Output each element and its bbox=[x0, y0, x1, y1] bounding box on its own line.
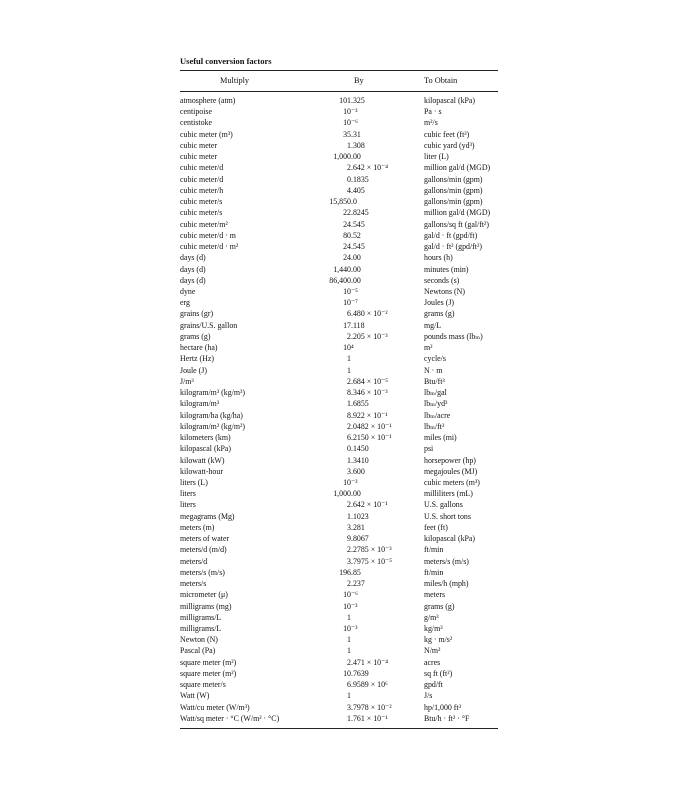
by-cell: 3.7975 × 10⁻⁵ bbox=[347, 556, 392, 566]
to-obtain-cell: cubic feet (ft³) bbox=[424, 129, 470, 139]
table-row bbox=[0, 331, 689, 342]
table-row bbox=[0, 185, 689, 196]
to-obtain-cell: g/m³ bbox=[424, 612, 439, 622]
table-row bbox=[0, 612, 689, 623]
multiply-cell: Pascal (Pa) bbox=[180, 646, 216, 656]
multiply-cell: square meter/s bbox=[180, 680, 226, 690]
multiply-cell: meters/d (m/d) bbox=[180, 545, 227, 555]
by-cell: 8.922 × 10⁻¹ bbox=[347, 410, 388, 420]
by-cell: 6.9589 × 10⁶ bbox=[347, 680, 388, 690]
table-row bbox=[0, 623, 689, 634]
multiply-cell: square meter (m²) bbox=[180, 657, 237, 667]
by-cell: 8.346 × 10⁻³ bbox=[347, 388, 388, 398]
table-bottom-rule bbox=[180, 728, 498, 729]
multiply-cell: Joule (J) bbox=[180, 365, 207, 375]
table-row bbox=[0, 106, 689, 117]
multiply-cell: grains/U.S. gallon bbox=[180, 320, 238, 330]
to-obtain-cell: kg/m³ bbox=[424, 624, 443, 634]
to-obtain-cell: miles (mi) bbox=[424, 433, 457, 443]
to-obtain-cell: Btu/ft³ bbox=[424, 376, 445, 386]
by-cell: 1 bbox=[347, 365, 351, 375]
table-row bbox=[0, 275, 689, 286]
multiply-cell: atmosphere (atm) bbox=[180, 96, 236, 105]
table-row bbox=[0, 645, 689, 656]
multiply-cell: cubic meter/d · m² bbox=[180, 242, 239, 252]
table-row bbox=[0, 702, 689, 713]
table-row bbox=[0, 466, 689, 477]
by-cell: 9.8067 bbox=[347, 534, 369, 544]
to-obtain-cell: gal/d · ft (gpd/ft) bbox=[424, 230, 478, 240]
multiply-cell: kilogram/ha (kg/ha) bbox=[180, 410, 243, 420]
to-obtain-cell: cycle/s bbox=[424, 354, 446, 364]
by-cell: 17.118 bbox=[343, 320, 365, 330]
by-cell: 80.52 bbox=[343, 230, 361, 240]
to-obtain-cell: N/m² bbox=[424, 646, 441, 656]
by-cell: 10⁻⁶ bbox=[343, 590, 358, 600]
multiply-cell: kilowatt-hour bbox=[180, 466, 223, 476]
table-row bbox=[0, 252, 689, 263]
to-obtain-cell: million gal/d (MGD) bbox=[424, 208, 491, 218]
by-cell: 1 bbox=[347, 691, 351, 701]
to-obtain-cell: ft/min bbox=[424, 545, 444, 555]
by-cell: 2.205 × 10⁻³ bbox=[347, 331, 388, 341]
table-header-rule bbox=[180, 91, 498, 92]
table-row bbox=[0, 455, 689, 466]
by-cell: 1.1023 bbox=[347, 511, 369, 521]
multiply-cell: milligrams/L bbox=[180, 624, 222, 634]
to-obtain-cell: seconds (s) bbox=[424, 275, 460, 285]
table-title: Useful conversion factors bbox=[180, 56, 272, 66]
to-obtain-cell: cubic meters (m³) bbox=[424, 477, 480, 487]
to-obtain-cell: U.S. gallons bbox=[424, 500, 463, 510]
table-row bbox=[0, 308, 689, 319]
table-row bbox=[0, 511, 689, 522]
to-obtain-cell: gallons/sq ft (gal/ft²) bbox=[424, 219, 490, 229]
table-row bbox=[0, 443, 689, 454]
multiply-cell: kilogram/m³ bbox=[180, 399, 220, 409]
table-row bbox=[0, 578, 689, 589]
multiply-cell: days (d) bbox=[180, 253, 206, 263]
to-obtain-cell: ft/min bbox=[424, 567, 444, 577]
table-row bbox=[0, 376, 689, 387]
multiply-cell: cubic meter/d bbox=[180, 174, 224, 184]
multiply-cell: days (d) bbox=[180, 275, 206, 285]
header-by: By bbox=[354, 76, 364, 85]
table-row bbox=[0, 174, 689, 185]
table-row bbox=[0, 151, 689, 162]
to-obtain-cell: minutes (min) bbox=[424, 264, 469, 274]
multiply-cell: cubic meter (m³) bbox=[180, 129, 233, 139]
by-cell: 24.00 bbox=[343, 253, 361, 263]
by-cell: 0.1835 bbox=[347, 174, 369, 184]
table-row bbox=[0, 320, 689, 331]
table-row bbox=[0, 365, 689, 376]
to-obtain-cell: meters bbox=[424, 590, 446, 600]
table-row bbox=[0, 410, 689, 421]
multiply-cell: grams (g) bbox=[180, 331, 211, 341]
by-cell: 3.600 bbox=[347, 466, 365, 476]
multiply-cell: centistoke bbox=[180, 118, 212, 128]
table-row bbox=[0, 421, 689, 432]
to-obtain-cell: milliliters (mL) bbox=[424, 489, 473, 499]
multiply-cell: cubic meter/h bbox=[180, 185, 224, 195]
multiply-cell: cubic meter/d bbox=[180, 163, 224, 173]
by-cell: 196.85 bbox=[339, 567, 361, 577]
header-to-obtain: To Obtain bbox=[424, 76, 458, 85]
table-row bbox=[0, 207, 689, 218]
by-cell: 2.471 × 10⁻⁴ bbox=[347, 657, 389, 667]
by-cell: 10⁻³ bbox=[343, 624, 358, 634]
by-cell: 10⁻³ bbox=[343, 601, 358, 611]
to-obtain-cell: megajoules (MJ) bbox=[424, 466, 478, 476]
multiply-cell: Watt (W) bbox=[180, 691, 210, 701]
table-row bbox=[0, 657, 689, 668]
by-cell: 24.545 bbox=[343, 242, 365, 252]
by-cell: 1,000.00 bbox=[333, 152, 361, 162]
by-cell: 10⁴ bbox=[343, 343, 354, 353]
table-row bbox=[0, 668, 689, 679]
table-row bbox=[0, 241, 689, 252]
to-obtain-cell: hp/1,000 ft³ bbox=[424, 702, 461, 712]
by-cell: 10⁻⁵ bbox=[343, 286, 358, 296]
by-cell: 1 bbox=[347, 612, 351, 622]
by-cell: 10⁻⁶ bbox=[343, 118, 358, 128]
to-obtain-cell: meters/s (m/s) bbox=[424, 556, 469, 566]
by-cell: 1 bbox=[347, 354, 351, 364]
table-row bbox=[0, 162, 689, 173]
multiply-cell: days (d) bbox=[180, 264, 206, 274]
to-obtain-cell: lbₘ/yd³ bbox=[424, 399, 448, 409]
multiply-cell: dyne bbox=[180, 286, 196, 296]
table-row bbox=[0, 196, 689, 207]
multiply-cell: Hertz (Hz) bbox=[180, 354, 214, 364]
multiply-cell: kilogram/m² (kg/m²) bbox=[180, 421, 245, 431]
table-row bbox=[0, 556, 689, 567]
to-obtain-cell: psi bbox=[424, 444, 434, 454]
to-obtain-cell: pounds mass (lbₘ) bbox=[424, 331, 483, 341]
conversion-table-body bbox=[0, 95, 689, 724]
to-obtain-cell: lbₘ/gal bbox=[424, 388, 447, 398]
table-row bbox=[0, 219, 689, 230]
multiply-cell: Watt/sq meter · °C (W/m² · °C) bbox=[180, 713, 280, 723]
by-cell: 86,400.00 bbox=[329, 275, 361, 285]
table-row bbox=[0, 264, 689, 275]
by-cell: 24.545 bbox=[343, 219, 365, 229]
by-cell: 2.0482 × 10⁻¹ bbox=[347, 421, 392, 431]
to-obtain-cell: liter (L) bbox=[424, 152, 449, 162]
table-top-rule bbox=[180, 70, 498, 71]
to-obtain-cell: Pa · s bbox=[424, 107, 442, 117]
to-obtain-cell: gallons/min (gpm) bbox=[424, 197, 483, 207]
to-obtain-cell: kilopascal (kPa) bbox=[424, 534, 476, 544]
multiply-cell: liters bbox=[180, 500, 196, 510]
table-row bbox=[0, 95, 689, 106]
by-cell: 10⁻³ bbox=[343, 477, 358, 487]
multiply-cell: meters/s (m/s) bbox=[180, 567, 225, 577]
by-cell: 10⁻³ bbox=[343, 107, 358, 117]
by-cell: 10⁻⁷ bbox=[343, 298, 358, 308]
multiply-cell: hectare (ha) bbox=[180, 343, 218, 353]
to-obtain-cell: Joules (J) bbox=[424, 298, 455, 308]
to-obtain-cell: gal/d · ft² (gpd/ft²) bbox=[424, 242, 482, 252]
to-obtain-cell: mg/L bbox=[424, 320, 442, 330]
multiply-cell: milligrams/L bbox=[180, 612, 222, 622]
multiply-cell: milligrams (mg) bbox=[180, 601, 232, 611]
multiply-cell: cubic meter bbox=[180, 152, 218, 162]
by-cell: 22.8245 bbox=[343, 208, 369, 218]
to-obtain-cell: gallons/min (gpm) bbox=[424, 174, 483, 184]
table-row bbox=[0, 567, 689, 578]
multiply-cell: cubic meter/s bbox=[180, 197, 223, 207]
by-cell: 2.2785 × 10⁻³ bbox=[347, 545, 392, 555]
table-row bbox=[0, 544, 689, 555]
multiply-cell: kilowatt (kW) bbox=[180, 455, 225, 465]
table-row bbox=[0, 499, 689, 510]
to-obtain-cell: sq ft (ft²) bbox=[424, 668, 453, 678]
multiply-cell: Newton (N) bbox=[180, 635, 218, 645]
multiply-cell: kilometers (km) bbox=[180, 433, 231, 443]
by-cell: 1.6855 bbox=[347, 399, 369, 409]
table-row bbox=[0, 398, 689, 409]
by-cell: 1,440.00 bbox=[333, 264, 361, 274]
to-obtain-cell: J/s bbox=[424, 691, 433, 701]
by-cell: 1 bbox=[347, 646, 351, 656]
to-obtain-cell: gallons/min (gpm) bbox=[424, 185, 483, 195]
multiply-cell: Watt/cu meter (W/m³) bbox=[180, 702, 250, 712]
to-obtain-cell: hours (h) bbox=[424, 253, 453, 263]
multiply-cell: meters/d bbox=[180, 556, 208, 566]
multiply-cell: liters bbox=[180, 489, 196, 499]
to-obtain-cell: grams (g) bbox=[424, 601, 455, 611]
table-row bbox=[0, 432, 689, 443]
table-row bbox=[0, 601, 689, 612]
by-cell: 6.480 × 10⁻² bbox=[347, 309, 388, 319]
table-row bbox=[0, 342, 689, 353]
table-row bbox=[0, 713, 689, 724]
by-cell: 6.2150 × 10⁻¹ bbox=[347, 433, 392, 443]
to-obtain-cell: lbₘ/ft² bbox=[424, 421, 445, 431]
by-cell: 35.31 bbox=[343, 129, 361, 139]
by-cell: 1.3410 bbox=[347, 455, 369, 465]
header-multiply: Multiply bbox=[220, 76, 250, 85]
to-obtain-cell: lbₘ/acre bbox=[424, 410, 451, 420]
table-row bbox=[0, 690, 689, 701]
multiply-cell: liters (L) bbox=[180, 477, 208, 487]
by-cell: 2.684 × 10⁻⁵ bbox=[347, 376, 389, 386]
table-row bbox=[0, 589, 689, 600]
multiply-cell: centipoise bbox=[180, 107, 212, 117]
to-obtain-cell: Btu/h · ft² · °F bbox=[424, 713, 470, 723]
by-cell: 0.1450 bbox=[347, 444, 369, 454]
table-row bbox=[0, 117, 689, 128]
table-row bbox=[0, 634, 689, 645]
to-obtain-cell: grams (g) bbox=[424, 309, 455, 319]
multiply-cell: kilogram/m³ (kg/m³) bbox=[180, 388, 245, 398]
table-row bbox=[0, 533, 689, 544]
table-row bbox=[0, 679, 689, 690]
to-obtain-cell: acres bbox=[424, 657, 441, 667]
multiply-cell: square meter (m²) bbox=[180, 668, 237, 678]
to-obtain-cell: feet (ft) bbox=[424, 522, 448, 532]
by-cell: 2.237 bbox=[347, 579, 365, 589]
by-cell: 4.405 bbox=[347, 185, 365, 195]
multiply-cell: megagrams (Mg) bbox=[180, 511, 235, 521]
by-cell: 101.325 bbox=[339, 96, 365, 105]
multiply-cell: erg bbox=[180, 298, 190, 308]
by-cell: 2.642 × 10⁻¹ bbox=[347, 500, 388, 510]
table-row bbox=[0, 353, 689, 364]
multiply-cell: grains (gr) bbox=[180, 309, 214, 319]
to-obtain-cell: gpd/ft bbox=[424, 680, 443, 690]
multiply-cell: cubic meter/m² bbox=[180, 219, 228, 229]
table-row bbox=[0, 488, 689, 499]
by-cell: 1,000.00 bbox=[333, 489, 361, 499]
by-cell: 2.642 × 10⁻⁴ bbox=[347, 163, 389, 173]
table-row bbox=[0, 387, 689, 398]
multiply-cell: meters (m) bbox=[180, 522, 215, 532]
to-obtain-cell: kg · m/s² bbox=[424, 635, 453, 645]
table-row bbox=[0, 286, 689, 297]
to-obtain-cell: miles/h (mph) bbox=[424, 579, 469, 589]
by-cell: 3.281 bbox=[347, 522, 365, 532]
multiply-cell: meters of water bbox=[180, 534, 230, 544]
table-row bbox=[0, 129, 689, 140]
table-row bbox=[0, 140, 689, 151]
multiply-cell: kilopascal (kPa) bbox=[180, 444, 232, 454]
by-cell: 10.7639 bbox=[343, 668, 369, 678]
multiply-cell: meters/s bbox=[180, 579, 207, 589]
by-cell: 15,850.0 bbox=[329, 197, 357, 207]
to-obtain-cell: N · m bbox=[424, 365, 443, 375]
to-obtain-cell: cubic yard (yd³) bbox=[424, 140, 475, 150]
by-cell: 1.761 × 10⁻¹ bbox=[347, 713, 388, 723]
multiply-cell: J/m³ bbox=[180, 376, 194, 386]
to-obtain-cell: U.S. short tons bbox=[424, 511, 471, 521]
to-obtain-cell: Newtons (N) bbox=[424, 286, 465, 296]
to-obtain-cell: m² bbox=[424, 343, 433, 353]
table-row bbox=[0, 297, 689, 308]
by-cell: 3.7978 × 10⁻² bbox=[347, 702, 392, 712]
to-obtain-cell: horsepower (hp) bbox=[424, 455, 476, 465]
table-row bbox=[0, 230, 689, 241]
to-obtain-cell: million gal/d (MGD) bbox=[424, 163, 491, 173]
to-obtain-cell: m²/s bbox=[424, 118, 438, 128]
multiply-cell: cubic meter/s bbox=[180, 208, 223, 218]
to-obtain-cell: kilopascal (kPa) bbox=[424, 96, 476, 105]
by-cell: 1.308 bbox=[347, 140, 365, 150]
table-row bbox=[0, 477, 689, 488]
table-row bbox=[0, 522, 689, 533]
multiply-cell: cubic meter/d · m bbox=[180, 230, 236, 240]
multiply-cell: cubic meter bbox=[180, 140, 218, 150]
multiply-cell: micrometer (μ) bbox=[180, 590, 228, 600]
by-cell: 1 bbox=[347, 635, 351, 645]
